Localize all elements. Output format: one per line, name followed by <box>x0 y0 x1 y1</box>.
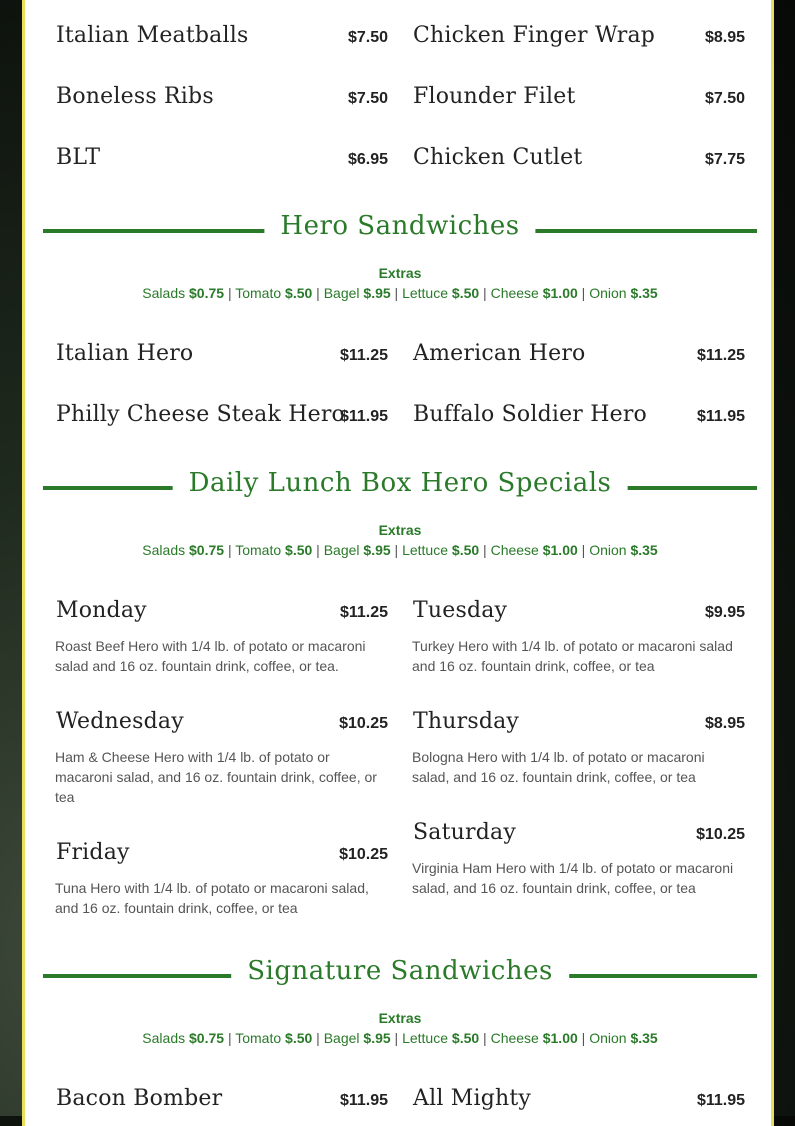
menu-item-name: Wednesday <box>56 709 184 734</box>
menu-item-description: Bologna Hero with 1/4 lb. of potato or macaroni salad, and 16 oz. fountain drink, coffee, or tea <box>412 749 705 785</box>
menu-item-price: $10.25 <box>339 715 388 732</box>
menu-item-name: Friday <box>56 840 130 865</box>
menu-item-name: Buffalo Soldier Hero <box>413 402 647 427</box>
menu-item-price: $11.95 <box>696 1092 745 1109</box>
menu-item-name: All Mighty <box>413 1086 532 1111</box>
menu-item-name: Boneless Ribs <box>56 84 214 109</box>
menu-item-name: Monday <box>56 598 147 623</box>
menu-item-description: Virginia Ham Hero with 1/4 lb. of potato or macaroni salad, and 16 oz. fountain drink, coffee, or tea <box>412 860 734 896</box>
extras-list: Salads $0.75 | Tomato $.50 | Bagel $.95 | Lettuce $.50 | Cheese $1.00 | Onion $.35 <box>142 542 658 558</box>
menu-item-price: $11.25 <box>339 347 388 364</box>
menu-item-price: $11.25 <box>339 604 388 621</box>
menu-item-name: BLT <box>56 145 101 170</box>
extras-list: Salads $0.75 | Tomato $.50 | Bagel $.95 | Lettuce $.50 | Cheese $1.00 | Onion $.35 <box>142 1030 658 1046</box>
menu-item-price: $7.50 <box>347 90 388 107</box>
section-title-signature: Signature Sandwiches <box>231 956 569 986</box>
menu-item-price: $11.25 <box>696 347 745 364</box>
menu-item-description: Tuna Hero with 1/4 lb. of potato or macaroni salad, and 16 oz. fountain drink, coffee, or tea <box>55 880 369 916</box>
menu-item-price: $11.95 <box>339 408 388 425</box>
extras-label: Extras <box>378 522 422 538</box>
menu-item-name: Thursday <box>413 709 520 734</box>
extras-label: Extras <box>378 1010 422 1026</box>
menu-item-name: Philly Cheese Steak Hero <box>56 402 345 427</box>
menu-item-price: $8.95 <box>704 715 745 732</box>
menu-item-description: Turkey Hero with 1/4 lb. of potato or macaroni salad and 16 oz. fountain drink, coffee, or tea <box>412 638 733 674</box>
menu-item-name: Italian Hero <box>56 341 194 366</box>
menu-item-price: $11.95 <box>696 408 745 425</box>
menu-item-price: $8.95 <box>704 29 745 46</box>
menu-item-price: $7.75 <box>704 151 745 168</box>
menu-item-price: $9.95 <box>704 604 745 621</box>
menu-item-name: Saturday <box>413 820 516 845</box>
menu-item-name: American Hero <box>413 341 586 366</box>
section-title-hero: Hero Sandwiches <box>264 211 535 241</box>
section-title-lunch: Daily Lunch Box Hero Specials <box>173 468 628 498</box>
menu-item-name: Italian Meatballs <box>56 23 249 48</box>
menu-item-price: $6.95 <box>347 151 388 168</box>
menu-item-name: Chicken Finger Wrap <box>413 23 656 48</box>
menu-item-price: $7.50 <box>704 90 745 107</box>
menu-item-name: Chicken Cutlet <box>413 145 583 170</box>
menu-item-price: $10.25 <box>696 826 745 843</box>
menu-item-name: Flounder Filet <box>413 84 576 109</box>
menu-item-price: $7.50 <box>347 29 388 46</box>
menu-item-description: Roast Beef Hero with 1/4 lb. of potato or macaroni salad and 16 oz. fountain drink, coffee, or tea. <box>55 638 366 674</box>
menu-item-name: Bacon Bomber <box>56 1086 223 1111</box>
extras-list: Salads $0.75 | Tomato $.50 | Bagel $.95 | Lettuce $.50 | Cheese $1.00 | Onion $.35 <box>142 285 658 301</box>
menu-item-name: Tuesday <box>413 598 508 623</box>
menu-item-price: $10.25 <box>339 846 388 863</box>
extras-label: Extras <box>378 265 422 281</box>
menu-item-description: Ham & Cheese Hero with 1/4 lb. of potato or macaroni salad, and 16 oz. fountain drink, coffee, or tea <box>55 749 377 805</box>
menu-card <box>22 0 774 1126</box>
menu-item-price: $11.95 <box>339 1092 388 1109</box>
